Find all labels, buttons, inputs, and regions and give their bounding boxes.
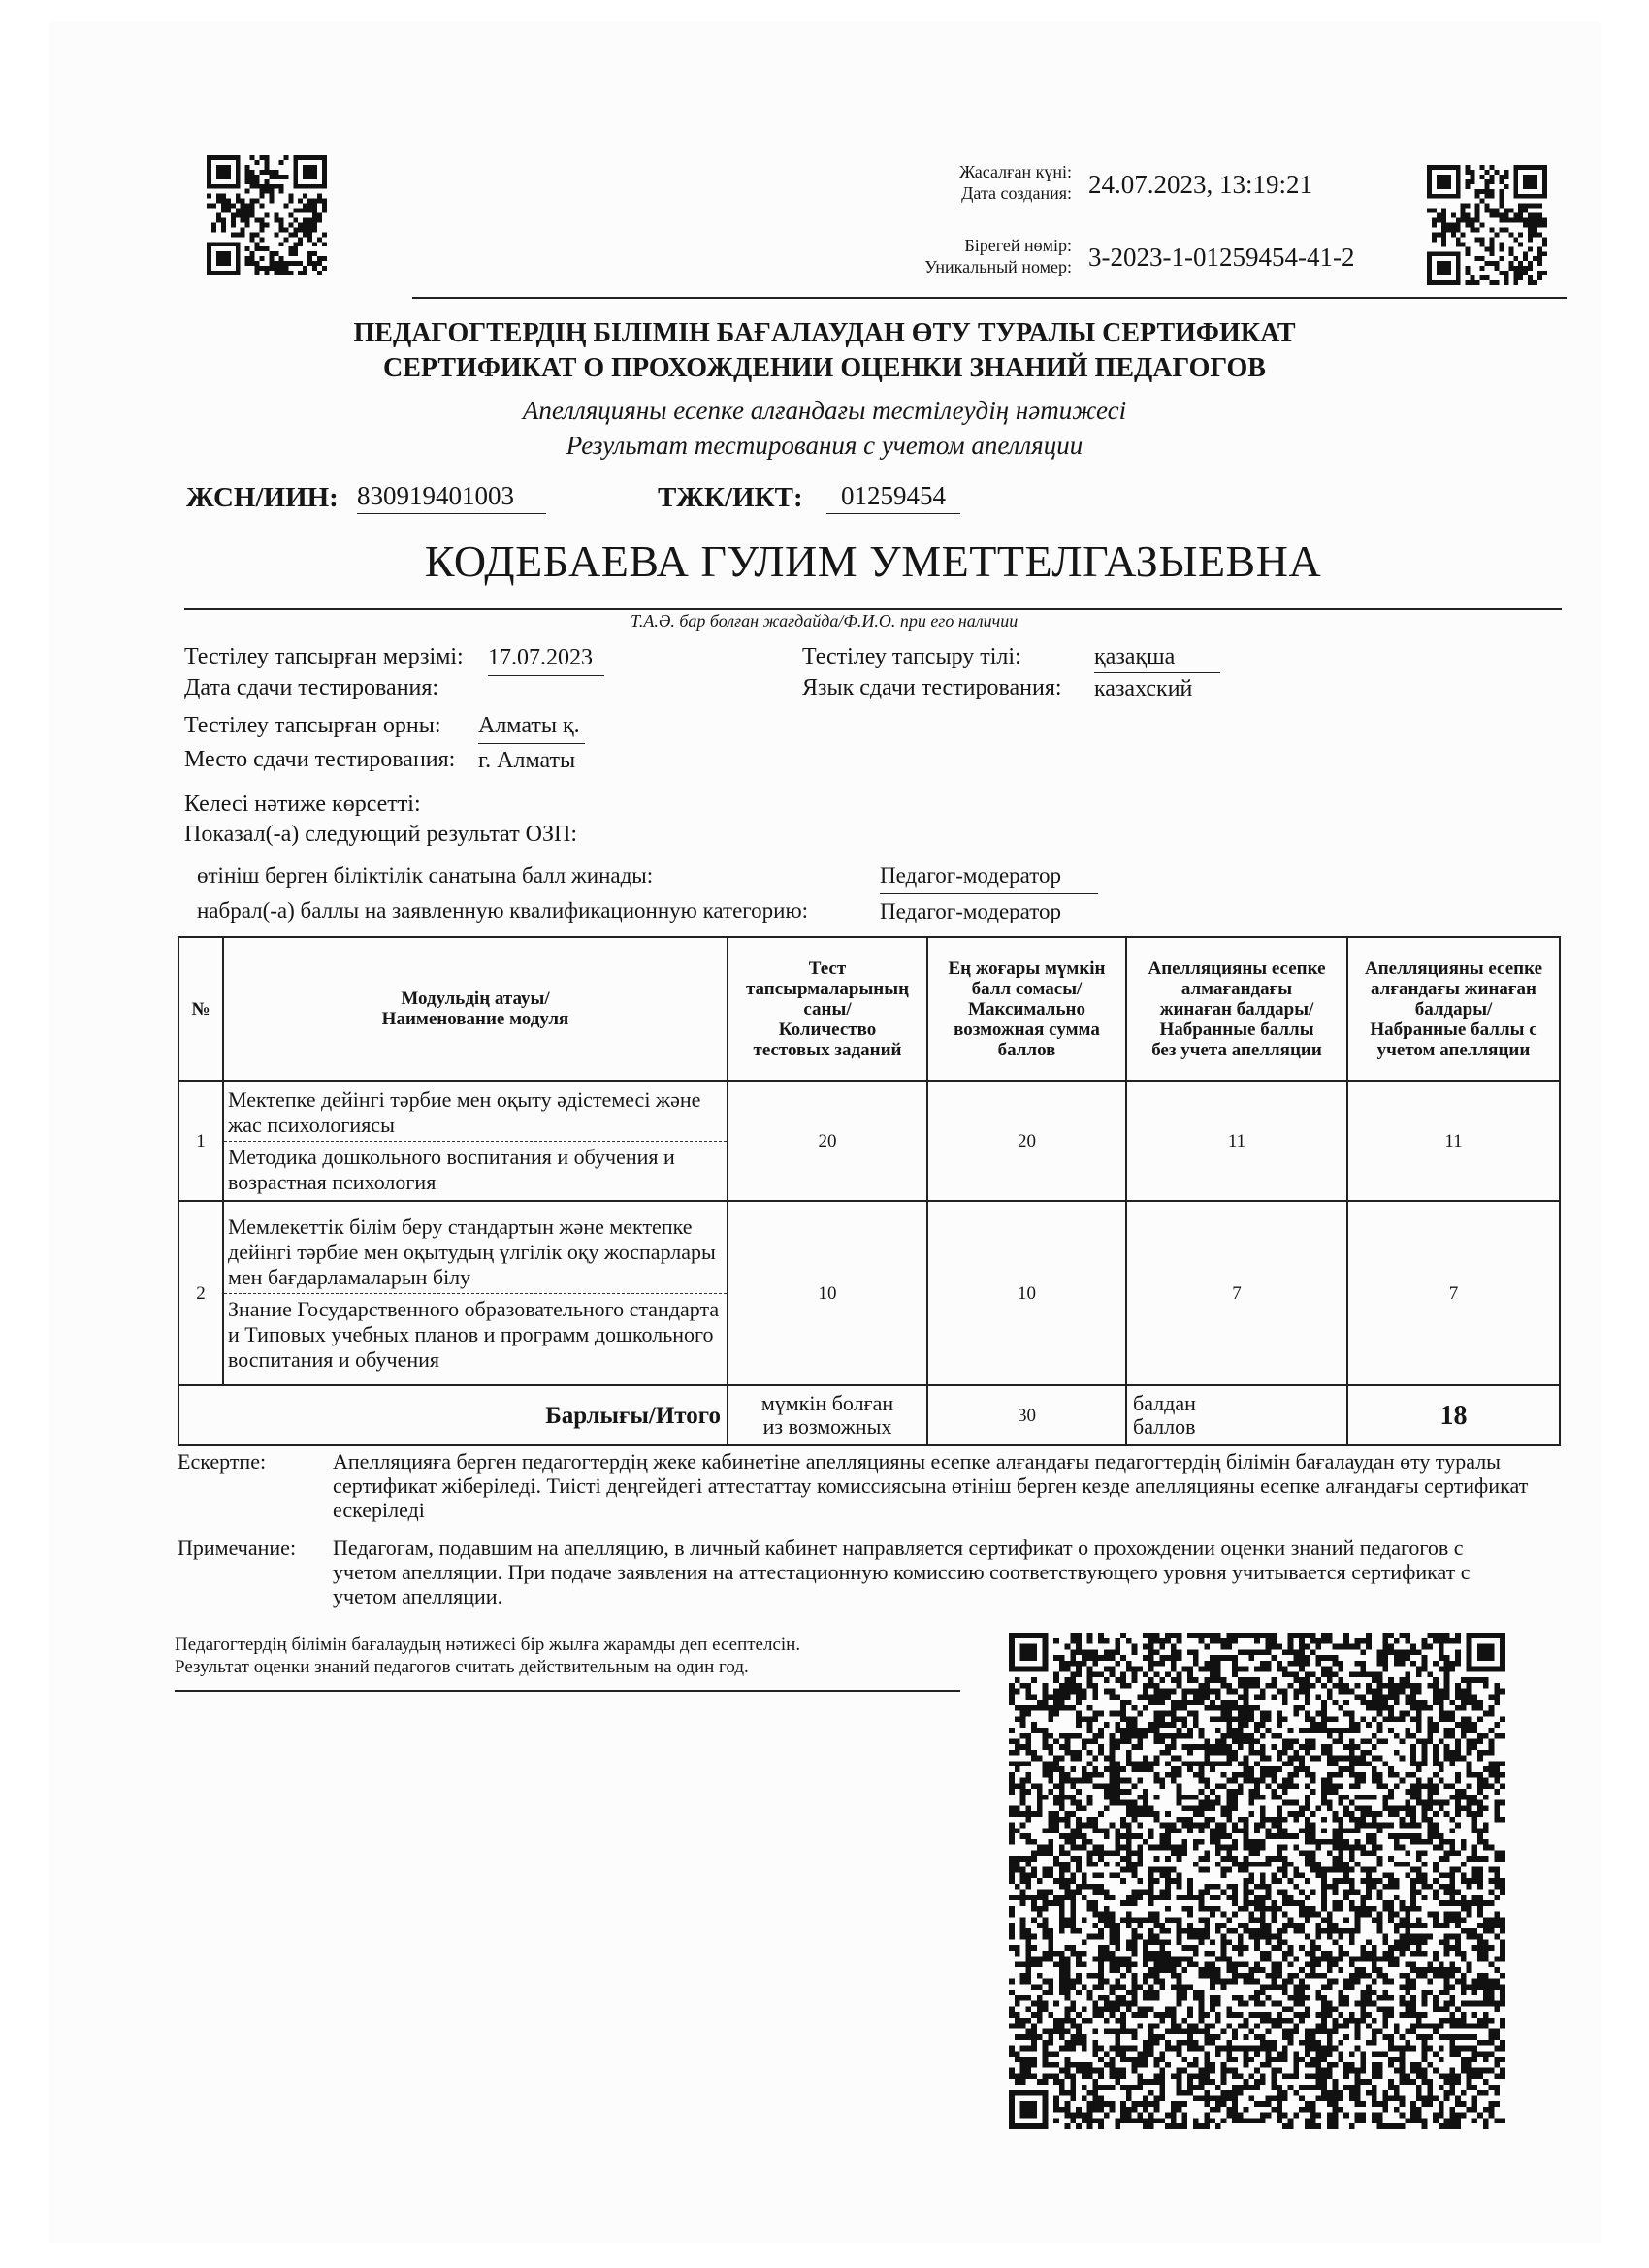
total-label: Барлығы/Итого (178, 1385, 728, 1445)
row-without-appeal: 11 (1126, 1081, 1347, 1201)
row-tasks: 10 (728, 1201, 927, 1385)
title-ru: СЕРТИФИКАТ О ПРОХОЖДЕНИИ ОЦЕНКИ ЗНАНИЙ ПЕДАГОГОВ (383, 353, 1266, 383)
col-num-header: № (178, 937, 223, 1081)
title-kk: ПЕДАГОГТЕРДІҢ БІЛІМІН БАҒАЛАУДАН ӨТУ ТУРАЛЫ СЕРТИФИКАТ (353, 318, 1296, 348)
row-module-name: Мемлекеттік білім беру стандартын және мектепке дейінгі тәрбие мен оқытудың үлгілік оқу жоспарлары мен бағдарламаларын білу Знание Государственного образовательного стандарта и Типовых учебных планов и программ дошкольного воспитания и обучения (223, 1201, 728, 1385)
ikt-value: 01259454 (826, 481, 960, 514)
result-intro: Келесі нәтиже көрсетті: Показал(-а) следующий результат ОЗП: (184, 792, 578, 847)
note-ru-label: Примечание: (178, 1536, 297, 1560)
header-divider (412, 297, 1567, 299)
total-possible-value: 30 (927, 1385, 1126, 1445)
iin-value: 830919401003 (357, 481, 546, 514)
test-date-label: Тестілеу тапсырған мерзімі: Дата сдачи тестирования: (184, 644, 464, 700)
note-kk-label: Ескертпе: (178, 1449, 267, 1474)
subtitle-kk: Апелляцияны есепке алғандағы тестілеудің нәтижесі (522, 396, 1127, 425)
row-tasks: 20 (728, 1081, 927, 1201)
row-without-appeal: 7 (1126, 1201, 1347, 1385)
row-module-name: Мектепке дейінгі тәрбие мен оқыту әдістемесі және жас психологиясы Методика дошкольного воспитания и обучения и возрастная психология (223, 1081, 728, 1201)
table-row (178, 1081, 1560, 1201)
row-with-appeal: 7 (1347, 1201, 1560, 1385)
created-value: 24.07.2023, 13:19:21 (1088, 170, 1313, 199)
iin-label: ЖСН/ИИН: (186, 482, 339, 513)
total-score: 18 (1347, 1385, 1560, 1445)
table-total-row (178, 1385, 1560, 1445)
name-underline (184, 608, 1562, 610)
row-max: 20 (927, 1081, 1126, 1201)
total-possible-label: мүмкін болған из возможных (728, 1385, 927, 1445)
unique-number-label: Бірегей нөмір: Уникальный номер: (924, 236, 1072, 276)
row-num: 1 (178, 1081, 223, 1201)
col-with-appeal-header: Апелляцияны есепке алғандағы жинаған балдары/ Набранные баллы с учетом апелляции (1347, 937, 1560, 1081)
note-kk-text: Апелляцияға берген педагогтердің жеке кабинетіне апелляцияны есепке алғандағы педагогтердің білімін бағалаудан өту туралы сертификат жіберіледі. Тиісті деңгейдегі аттестаттау комиссиясына өтініш берген кезде апелляцияны есепке алғандағы сертификат ескеріледі (333, 1449, 1529, 1522)
unique-number-value: 3-2023-1-01259454-41-2 (1088, 243, 1355, 272)
row-max: 10 (927, 1201, 1126, 1385)
col-tasks-header: Тест тапсырмаларының саны/ Количество тестовых заданий (728, 937, 927, 1081)
ikt-label: ТЖК/ИКТ: (658, 482, 803, 513)
total-points-label: балдан баллов (1126, 1385, 1347, 1445)
qr-code-top-left (207, 155, 327, 275)
test-language-value: қазақша казахский (1094, 641, 1220, 704)
qr-code-bottom (1009, 1633, 1505, 2129)
validity-note: Педагогтердің білімін бағалаудың нәтижесі бір жылға жарамды деп есептелсін. Результат оценки знаний педагогов считать действительным на один год. (175, 1635, 801, 1677)
test-place-label: Тестілеу тапсырған орны: Место сдачи тестирования: (184, 713, 456, 772)
col-module-header: Модульдің атауы/ Наименование модуля (223, 937, 728, 1081)
col-without-appeal-header: Апелляцияны есепке алмағандағы жинаған балдары/ Набранные баллы без учета апелляции (1126, 937, 1347, 1081)
qr-code-top-right (1427, 165, 1547, 285)
category-label: өтініш берген біліктілік санатына балл жинады: набрал(-а) баллы на заявленную квалификационную категорию: (197, 863, 809, 923)
full-name: КОДЕБАЕВА ГУЛИМ УМЕТТЕЛГАЗЫЕВНА (424, 536, 1322, 586)
category-value: Педагог-модератор Педагог-модератор (880, 859, 1098, 929)
test-date-value: 17.07.2023 (488, 645, 604, 676)
validity-underline (175, 1690, 960, 1692)
created-label: Жасалған күні: Дата создания: (959, 162, 1072, 203)
row-with-appeal: 11 (1347, 1081, 1560, 1201)
note-ru-text: Педагогам, подавшим на апелляцию, в личный кабинет направляется сертификат о прохождении оценки знаний педагогов с учетом апелляции. При подаче заявления на аттестационную комиссию соответствующего уровня учитывается сертификат с учетом апелляции. (333, 1536, 1471, 1608)
table-row (178, 1201, 1560, 1385)
subtitle-ru: Результат тестирования с учетом апелляции (566, 431, 1083, 460)
test-language-label: Тестілеу тапсыру тілі: Язык сдачи тестирования: (802, 644, 1062, 700)
col-max-header: Ең жоғары мүмкін балл сомасы/ Максимально возможная сумма баллов (927, 937, 1126, 1081)
row-num: 2 (178, 1201, 223, 1385)
test-place-value: Алматы қ. г. Алматы (478, 709, 585, 778)
name-caption: Т.А.Ә. бар болған жағдайда/Ф.И.О. при его наличии (630, 611, 1018, 631)
modules-table (178, 936, 1561, 1446)
